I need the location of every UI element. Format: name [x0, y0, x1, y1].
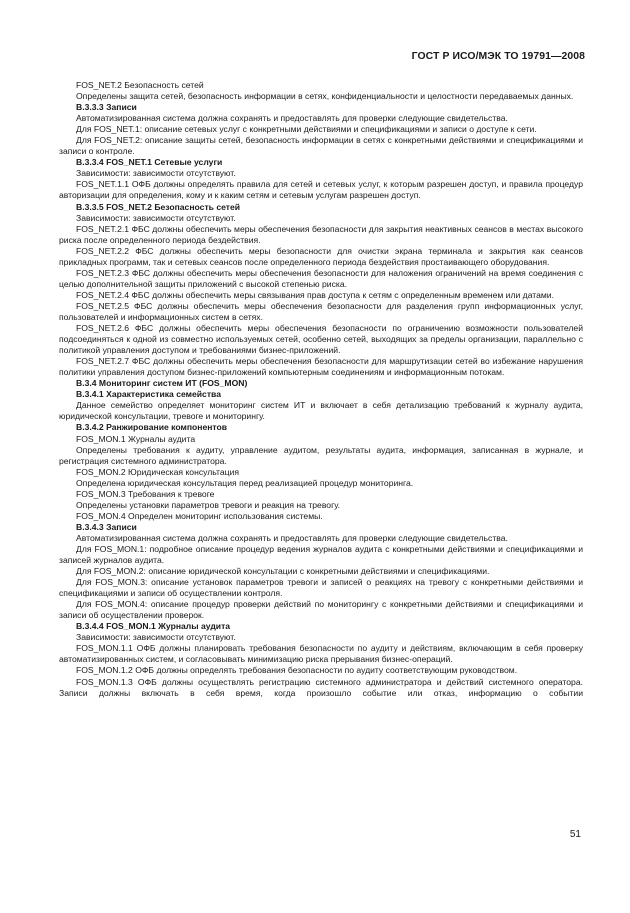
paragraph: FOS_MON.3 Требования к тревоге [76, 488, 215, 499]
paragraph: Определена юридическая консультация перед реализацией процедур мониторинга. [76, 477, 414, 488]
paragraph: Для FOS_MON.4: описание процедур проверки действий по мониторингу с конкретными действиями и спецификациями и записи об осуществлении проверок. [59, 599, 583, 621]
paragraph: FOS_NET.2.5 ФБС должны обеспечить меры обеспечения безопасности для разделения групп информационных услуг, пользователей и информационных систем в сетях. [59, 300, 583, 322]
paragraph: FOS_MON.1 Журналы аудита [76, 433, 196, 444]
paragraph: Определены требования к аудиту, управление аудитом, результаты аудита, информация, записанная в журнале, и регистрация системного администратора. [59, 444, 583, 466]
paragraph: Определены установки параметров тревоги и реакция на тревогу. [76, 499, 341, 510]
paragraph: FOS_MON.2 Юридическая консультация [76, 466, 240, 477]
section-heading: B.3.3.5 FOS_NET.2 Безопасность сетей [76, 201, 241, 212]
paragraph: FOS_NET.2.4 ФБС должны обеспечить меры связывания прав доступа к сетям с определенным временем или датами. [76, 289, 555, 300]
paragraph: Автоматизированная система должна сохранять и предоставлять для проверки следующие свидетельства. [76, 113, 508, 124]
paragraph: Зависимости: зависимости отсутствуют. [76, 212, 236, 223]
paragraph: Для FOS_NET.1: описание сетевых услуг с конкретными действиями и спецификациями и записи о доступе к сети. [76, 124, 537, 135]
paragraph: Для FOS_MON.3: описание установок параметров тревоги и записей о реакциях на тревогу с конкретными действиями и спецификациями и записи об осуществлении контроля. [59, 577, 583, 599]
paragraph: FOS_NET.1.1 ОФБ должны определять правила для сетей и сетевых услуг, к которым разрешен доступ, и правила процедур авторизации для определения, кому и к каким сетям и сетевым услугам разрешен доступ. [59, 179, 583, 201]
paragraph: Данное семейство определяет мониторинг систем ИТ и включает в себя детализацию требований к журналу аудита, юридической консультации, тревоге и мониторингу. [59, 400, 583, 422]
section-heading: B.3.4.2 Ранжирование компонентов [76, 422, 228, 433]
paragraph: FOS_NET.2.1 ФБС должны обеспечить меры обеспечения безопасности для закрытия неактивных сеансов в местах высокого риска после определенного периода бездействия. [59, 223, 583, 245]
section-heading: B.3.4.1 Характеристика семейства [76, 389, 221, 400]
section-heading: B.3.4 Мониторинг систем ИТ (FOS_MON) [76, 378, 248, 389]
paragraph: Автоматизированная система должна сохранять и предоставлять для проверки следующие свидетельства. [76, 532, 508, 543]
page-number: 51 [569, 829, 581, 840]
paragraph: FOS_MON.1.2 ОФБ должны определять требования безопасности по аудиту соответствующим руководством. [76, 665, 518, 676]
paragraph: FOS_NET.2.6 ФБС должны обеспечить меры обеспечения безопасности по ограничению возможности пользователей подсоединяться к одной из совместно используемых сетей, особенно сетей, выходящих за пределы организации, параллельно с политикой управления доступом и требованиями бизнес-приложений. [59, 323, 583, 356]
section-heading: B.3.3.4 FOS_NET.1 Сетевые услуги [76, 157, 223, 168]
section-heading: B.3.3.3 Записи [76, 102, 137, 113]
paragraph: Для FOS_NET.2: описание защиты сетей, безопасность информации в сетях с конкретными действиями и спецификациями и записи о контроле. [59, 135, 583, 157]
paragraph: FOS_MON.1.1 ОФБ должны планировать требования безопасности по аудиту и действиям, включающим в себя проверку автоматизированных систем, и согласовывать минимизацию риска прерывания бизнес-операций. [59, 643, 583, 665]
paragraph: FOS_NET.2.2 ФБС должны обеспечить меры безопасности для очистки экрана терминала и закрытия как сеансов прикладных программ, так и сетевых сеансов после определенного периода бездействия простаивающего оборудования. [59, 245, 583, 267]
paragraph: FOS_NET.2.7 ФБС должны обеспечить меры обеспечения безопасности для маршрутизации сетей во избежание нарушения политики управления доступом бизнес-приложений компьютерным соединениям и информационным потокам. [59, 356, 583, 378]
paragraph: Для FOS_MON.2: описание юридической консультации с конкретными действиями и спецификациями. [76, 566, 490, 577]
section-heading: B.3.4.4 FOS_MON.1 Журналы аудита [76, 621, 231, 632]
paragraph: Определены защита сетей, безопасность информации в сетях, конфиденциальности и целостности передаваемых данных. [76, 91, 574, 102]
paragraph: FOS_NET.2 Безопасность сетей [76, 80, 204, 90]
document-header: ГОСТ Р ИСО/МЭК ТО 19791—2008 [411, 51, 585, 62]
paragraph: FOS_NET.2.3 ФБС должны обеспечить меры обеспечения безопасности для наложения ограничений на время соединения с целью дополнительной защиты приложений с высокой степенью риска. [59, 267, 583, 289]
document-body [59, 80, 583, 699]
section-heading: B.3.4.3 Записи [76, 521, 137, 532]
paragraph: Для FOS_MON.1: подробное описание процедур ведения журналов аудита с конкретными действиями и спецификациями и записей журналов аудита. [59, 543, 583, 566]
paragraph: FOS_MON.1.3 ОФБ должны осуществлять регистрацию системного администратора и действий системного оператора. Записи должны включать в себя время, когда произошло событие или отказ, информацию о событии [59, 676, 583, 698]
paragraph: FOS_MON.4 Определен мониторинг использования системы. [76, 510, 323, 521]
paragraph: Зависимости: зависимости отсутствуют. [76, 632, 236, 643]
paragraph: Зависимости: зависимости отсутствуют. [76, 168, 236, 179]
